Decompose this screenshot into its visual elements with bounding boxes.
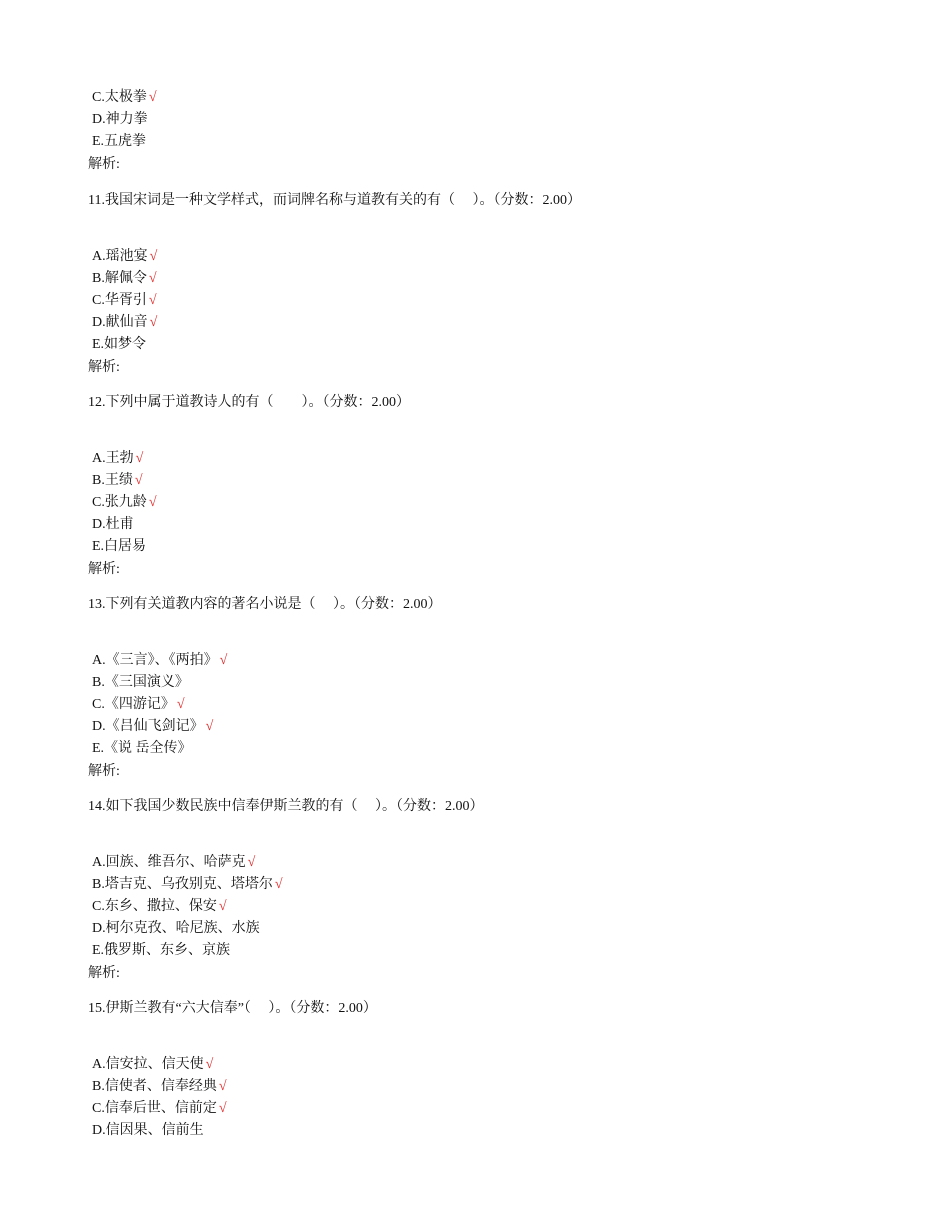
option-text: E.白居易 — [92, 539, 147, 554]
check-mark-icon: √ — [219, 653, 228, 668]
option-item — [92, 652, 227, 670]
option-text: E.《说 岳全传》 — [92, 741, 192, 756]
option-item — [92, 1078, 227, 1096]
option-item — [92, 89, 157, 107]
option-text: C.信奉后世、信前定 — [92, 1101, 217, 1116]
option-text: C.华胥引 — [92, 293, 147, 308]
check-mark-icon: √ — [149, 315, 158, 330]
option-text: E.如梦令 — [92, 337, 147, 352]
option-text: A.信安拉、信天使 — [92, 1057, 204, 1072]
check-mark-icon: √ — [176, 697, 185, 712]
check-mark-icon: √ — [247, 855, 256, 870]
option-text: D.献仙音 — [92, 315, 148, 330]
analysis-label: 解析: — [88, 360, 120, 375]
check-mark-icon: √ — [148, 495, 157, 510]
check-mark-icon: √ — [205, 1057, 214, 1072]
option-item — [92, 1056, 213, 1074]
option-item — [92, 854, 255, 872]
option-text: B.《三国演义》 — [92, 675, 189, 690]
option-item — [92, 674, 189, 692]
question-text: 15.伊斯兰教有“六大信奉”（ ）。（分数：2.00） — [88, 1001, 377, 1016]
option-text: E.五虎拳 — [92, 134, 147, 149]
option-item — [92, 920, 260, 938]
check-mark-icon: √ — [148, 90, 157, 105]
check-mark-icon: √ — [148, 293, 157, 308]
option-text: C.张九龄 — [92, 495, 147, 510]
option-item — [92, 133, 146, 151]
option-item — [92, 270, 157, 288]
option-text: D.信因果、信前生 — [92, 1123, 204, 1138]
option-text: D.柯尔克孜、哈尼族、水族 — [92, 921, 260, 936]
option-text: B.信使者、信奉经典 — [92, 1079, 217, 1094]
option-text: C.太极拳 — [92, 90, 147, 105]
option-text: C.东乡、撒拉、保安 — [92, 899, 217, 914]
analysis-label: 解析: — [88, 966, 120, 981]
check-mark-icon: √ — [149, 249, 158, 264]
option-item — [92, 494, 157, 512]
option-item — [92, 248, 157, 266]
question-text: 12.下列中属于道教诗人的有（ ）。（分数：2.00） — [88, 395, 410, 410]
option-item — [92, 516, 134, 534]
option-text: D.神力拳 — [92, 112, 148, 127]
option-item — [92, 314, 157, 332]
option-item — [92, 292, 157, 310]
option-item — [92, 1100, 227, 1118]
option-text: B.塔吉克、乌孜别克、塔塔尔 — [92, 877, 273, 892]
analysis-label: 解析: — [88, 764, 120, 779]
option-text: A.王勃 — [92, 451, 134, 466]
option-item — [92, 538, 146, 556]
option-text: A.瑶池宴 — [92, 249, 148, 264]
check-mark-icon: √ — [205, 719, 214, 734]
option-text: B.解佩令 — [92, 271, 147, 286]
option-item — [92, 876, 283, 894]
option-item — [92, 696, 185, 714]
option-text: D.杜甫 — [92, 517, 134, 532]
question-text: 11.我国宋词是一种文学样式，而词牌名称与道教有关的有（ ）。（分数：2.00） — [88, 193, 581, 208]
option-text: C.《四游记》 — [92, 697, 175, 712]
check-mark-icon: √ — [148, 271, 157, 286]
question-text: 13.下列有关道教内容的著名小说是（ ）。（分数：2.00） — [88, 597, 442, 612]
option-item — [92, 111, 148, 129]
option-item — [92, 942, 230, 960]
analysis-label: 解析: — [88, 562, 120, 577]
check-mark-icon: √ — [218, 899, 227, 914]
option-item — [92, 1122, 204, 1140]
option-item — [92, 336, 146, 354]
check-mark-icon: √ — [134, 473, 143, 488]
check-mark-icon: √ — [274, 877, 283, 892]
question-text: 14.如下我国少数民族中信奉伊斯兰教的有（ ）。（分数：2.00） — [88, 799, 484, 814]
option-text: A.《三言》、《两拍》 — [92, 653, 218, 668]
option-item — [92, 450, 143, 468]
analysis-label: 解析: — [88, 157, 120, 172]
option-item — [92, 740, 192, 758]
option-item — [92, 718, 213, 736]
check-mark-icon: √ — [218, 1101, 227, 1116]
option-text: D.《吕仙飞剑记》 — [92, 719, 204, 734]
option-item — [92, 472, 143, 490]
check-mark-icon: √ — [135, 451, 144, 466]
option-item — [92, 898, 227, 916]
option-text: E.俄罗斯、东乡、京族 — [92, 943, 231, 958]
option-text: A.回族、维吾尔、哈萨克 — [92, 855, 246, 870]
option-text: B.王绩 — [92, 473, 133, 488]
check-mark-icon: √ — [218, 1079, 227, 1094]
